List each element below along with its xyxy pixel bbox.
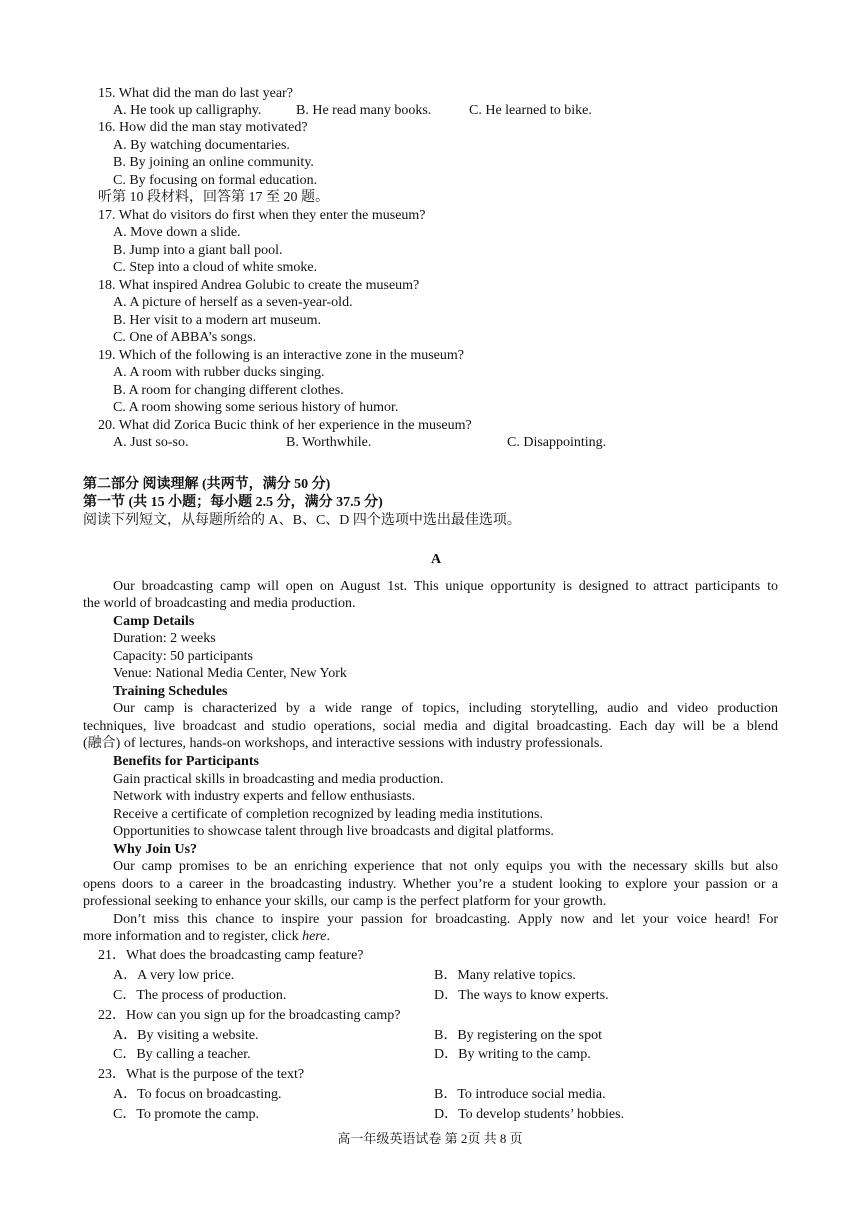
q16-stem: 16. How did the man stay motivated? — [98, 120, 308, 135]
q17-option-b: B. Jump into a giant ball pool. — [113, 243, 283, 258]
intro-line-1: Our broadcasting camp will open on August 1st. This unique opportunity is designed to attract participants to — [113, 579, 778, 594]
q15-option-c: C. He learned to bike. — [469, 103, 592, 118]
q22-stem: 22．How can you sign up for the broadcasting camp? — [98, 1008, 401, 1023]
why-line-2: opens doors to a career in the broadcasting industry. Whether you’re a student looking to explore your passion or a — [83, 877, 778, 892]
reading-instruction: 阅读下列短文，从每题所给的 A、B、C、D 四个选项中选出最佳选项。 — [83, 513, 521, 528]
q22-option-a: A．By visiting a website. — [113, 1028, 259, 1043]
benefit-3: Receive a certificate of completion recognized by leading media institutions. — [113, 807, 543, 822]
q23-stem: 23．What is the purpose of the text? — [98, 1067, 305, 1082]
q15-stem: 15. What did the man do last year? — [98, 86, 293, 101]
q20-stem: 20. What did Zorica Bucic think of her experience in the museum? — [98, 418, 472, 433]
q19-option-c: C. A room showing some serious history of humor. — [113, 400, 399, 415]
closing-period: . — [326, 929, 330, 944]
q22-option-d: D．By writing to the camp. — [434, 1047, 591, 1062]
closing-line-1: Don’t miss this chance to inspire your passion for broadcasting. Apply now and let your voice heard! For — [113, 912, 778, 927]
section-one-title: 第一节 (共 15 小题；每小题 2.5 分，满分 37.5 分) — [83, 495, 383, 510]
q18-stem: 18. What inspired Andrea Golubic to create the museum? — [98, 278, 420, 293]
benefit-4: Opportunities to showcase talent through live broadcasts and digital platforms. — [113, 824, 554, 839]
closing-line-2 — [83, 928, 330, 945]
q21-option-d: D．The ways to know experts. — [434, 988, 609, 1003]
q18-option-b: B. Her visit to a modern art museum. — [113, 313, 322, 328]
venue-text: Venue: National Media Center, New York — [113, 666, 347, 681]
page-footer: 高一年级英语试卷 第 2页 共 8 页 — [337, 1131, 523, 1146]
q16-option-b: B. By joining an online community. — [113, 155, 314, 170]
benefit-2: Network with industry experts and fellow enthusiasts. — [113, 789, 416, 804]
q20-option-c: C. Disappointing. — [507, 435, 607, 450]
intro-line-2: the world of broadcasting and media production. — [83, 596, 356, 611]
q18-option-c: C. One of ABBA’s songs. — [113, 330, 257, 345]
q17-option-a: A. Move down a slide. — [113, 225, 241, 240]
training-line-1: Our camp is characterized by a wide range of topics, including storytelling, audio and video production — [113, 701, 778, 716]
q23-option-c: C．To promote the camp. — [113, 1107, 259, 1122]
camp-details-heading: Camp Details — [113, 614, 195, 629]
training-line-2: techniques, live broadcast and studio operations, social media and digital broadcasting. Each day will be a blend — [83, 719, 778, 734]
register-link[interactable]: here — [302, 929, 327, 944]
training-line-3: (融合) of lectures, hands-on workshops, and interactive sessions with industry professionals. — [83, 736, 603, 751]
q19-option-a: A. A room with rubber ducks singing. — [113, 365, 325, 380]
q16-option-a: A. By watching documentaries. — [113, 138, 290, 153]
q22-option-b: B．By registering on the spot — [434, 1028, 602, 1043]
q21-option-a: A．A very low price. — [113, 968, 235, 983]
training-heading: Training Schedules — [113, 684, 228, 699]
closing-text: more information and to register, click — [83, 929, 303, 944]
passage-letter: A — [431, 552, 442, 567]
q23-option-a: A．To focus on broadcasting. — [113, 1087, 282, 1102]
q21-option-c: C．The process of production. — [113, 988, 287, 1003]
q19-option-b: B. A room for changing different clothes. — [113, 383, 344, 398]
listening-instruction-10: 听第 10 段材料，回答第 17 至 20 题。 — [98, 190, 329, 205]
why-line-1: Our camp promises to be an enriching experience that not only equips you with the necessary skills but also — [113, 859, 778, 874]
q23-option-d: D．To develop students’ hobbies. — [434, 1107, 625, 1122]
q15-option-a: A. He took up calligraphy. — [113, 103, 262, 118]
capacity-text: Capacity: 50 participants — [113, 649, 253, 664]
q17-stem: 17. What do visitors do first when they enter the museum? — [98, 208, 426, 223]
duration-text: Duration: 2 weeks — [113, 631, 216, 646]
q21-stem: 21．What does the broadcasting camp feature? — [98, 948, 364, 963]
q15-option-b: B. He read many books. — [296, 103, 432, 118]
q20-option-b: B. Worthwhile. — [286, 435, 372, 450]
q22-option-c: C．By calling a teacher. — [113, 1047, 251, 1062]
q18-option-a: A. A picture of herself as a seven-year-old. — [113, 295, 353, 310]
why-heading: Why Join Us? — [113, 842, 198, 857]
why-line-3: professional seeking to enhance your skills, our camp is the perfect platform for your growth. — [83, 894, 607, 909]
q16-option-c: C. By focusing on formal education. — [113, 173, 318, 188]
benefits-heading: Benefits for Participants — [113, 754, 259, 769]
part-two-title: 第二部分 阅读理解 (共两节，满分 50 分) — [83, 477, 331, 492]
benefit-1: Gain practical skills in broadcasting and media production. — [113, 772, 444, 787]
q17-option-c: C. Step into a cloud of white smoke. — [113, 260, 318, 275]
q23-option-b: B．To introduce social media. — [434, 1087, 606, 1102]
q19-stem: 19. Which of the following is an interactive zone in the museum? — [98, 348, 464, 363]
q21-option-b: B．Many relative topics. — [434, 968, 576, 983]
q20-option-a: A. Just so-so. — [113, 435, 189, 450]
